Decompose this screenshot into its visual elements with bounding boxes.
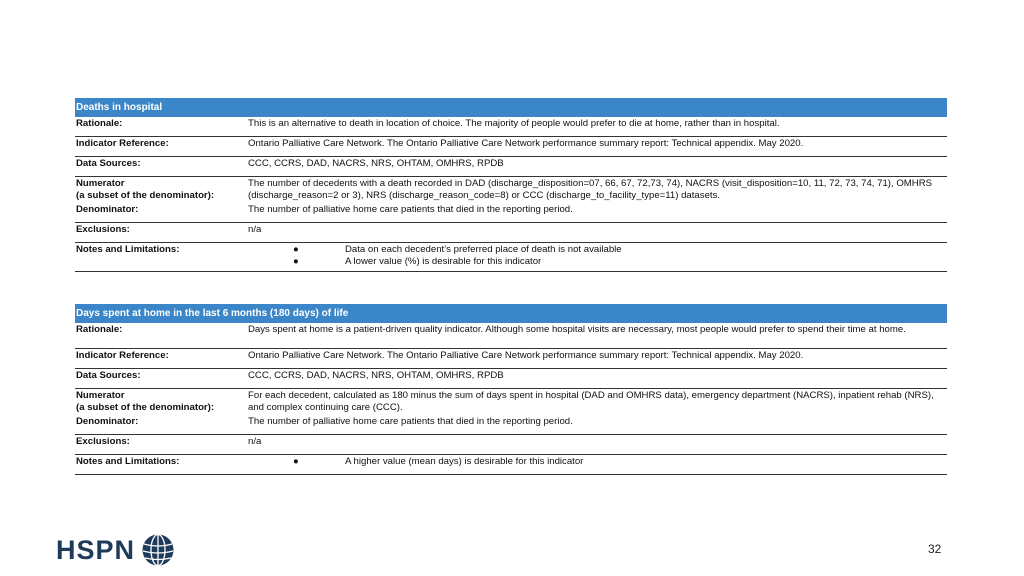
table-row-data-sources bbox=[75, 157, 947, 177]
row-label: Exclusions: bbox=[76, 436, 130, 447]
row-value: n/a bbox=[248, 224, 262, 235]
numerator-label: Numerator bbox=[76, 390, 125, 401]
bullet-text: A lower value (%) is desirable for this indicator bbox=[345, 255, 542, 267]
table-row-data-sources bbox=[75, 369, 947, 389]
table-row-notes bbox=[75, 455, 947, 475]
row-value: The number of palliative home care patients that died in the reporting period. bbox=[248, 204, 573, 215]
row-label: Denominator: bbox=[76, 416, 139, 427]
row-value: The number of decedents with a death recorded in DAD (discharge_disposition=07, 66, 67, 72,73, 74), NACRS (visit_disposition=10, 11, 72, 73, 74, 71), OMHRS (discharge_reason=2 or 3), NRS (discharge_reason_code=8) or CCC (discharge_to_facility_type=11) datasets. bbox=[248, 178, 933, 201]
row-value: For each decedent, calculated as 180 minus the sum of days spent in hospital (DAD and OMHRS data), emergency department (NACRS), inpatient rehab (NRS), and complex continuing care (CCC). bbox=[248, 390, 934, 413]
bullet-item bbox=[293, 256, 947, 268]
table-row-denominator bbox=[75, 415, 947, 435]
row-value: Days spent at home is a patient-driven quality indicator. Although some hospital visits are necessary, most people would prefer to spend their time at home. bbox=[248, 324, 906, 335]
table-row-indicator-reference bbox=[75, 137, 947, 157]
numerator-sublabel: (a subset of the denominator): bbox=[76, 189, 215, 201]
table-row-rationale bbox=[75, 117, 947, 137]
notes-bullets bbox=[248, 244, 947, 271]
row-label: Notes and Limitations: bbox=[76, 244, 180, 255]
bullet-text: Data on each decedent’s preferred place of death is not available bbox=[345, 244, 622, 255]
globe-icon bbox=[141, 533, 175, 567]
row-label bbox=[75, 390, 248, 415]
table-row-exclusions bbox=[75, 223, 947, 243]
indicator-table-deaths-in-hospital bbox=[75, 98, 947, 272]
notes-bullets bbox=[248, 456, 947, 474]
row-label: Denominator: bbox=[76, 204, 139, 215]
table-row-notes bbox=[75, 243, 947, 272]
row-value: CCC, CCRS, DAD, NACRS, NRS, OHTAM, OMHRS, RPDB bbox=[248, 370, 504, 381]
row-label: Indicator Reference: bbox=[76, 138, 169, 149]
table-row-indicator-reference bbox=[75, 349, 947, 369]
page-number: 32 bbox=[928, 542, 942, 556]
table-header: Deaths in hospital bbox=[75, 98, 947, 117]
row-value: This is an alternative to death in location of choice. The majority of people would prefer to die at home, rather than in hospital. bbox=[248, 118, 780, 129]
row-value: CCC, CCRS, DAD, NACRS, NRS, OHTAM, OMHRS, RPDB bbox=[248, 158, 504, 169]
bullet-icon: ● bbox=[293, 255, 299, 267]
row-label: Notes and Limitations: bbox=[76, 456, 180, 467]
row-label: Data Sources: bbox=[76, 158, 141, 169]
table-row-numerator bbox=[75, 177, 947, 203]
table-row-numerator bbox=[75, 389, 947, 415]
row-label: Data Sources: bbox=[76, 370, 141, 381]
table-row-denominator bbox=[75, 203, 947, 223]
bullet-icon: ● bbox=[293, 244, 299, 255]
numerator-sublabel: (a subset of the denominator): bbox=[76, 401, 215, 413]
bullet-text: A higher value (mean days) is desirable for this indicator bbox=[345, 456, 584, 467]
row-value: n/a bbox=[248, 436, 262, 447]
row-label: Rationale: bbox=[76, 324, 123, 335]
row-label: Indicator Reference: bbox=[76, 350, 169, 361]
table-header: Days spent at home in the last 6 months (180 days) of life bbox=[75, 304, 947, 323]
table-row-exclusions bbox=[75, 435, 947, 455]
row-value: Ontario Palliative Care Network. The Ontario Palliative Care Network performance summary report: Technical appendix. May 2020. bbox=[248, 350, 804, 361]
row-label: Exclusions: bbox=[76, 224, 130, 235]
row-value: Ontario Palliative Care Network. The Ontario Palliative Care Network performance summary report: Technical appendix. May 2020. bbox=[248, 138, 804, 149]
logo-text: HSPN bbox=[56, 534, 136, 565]
row-value: The number of palliative home care patients that died in the reporting period. bbox=[248, 416, 573, 427]
row-label bbox=[75, 178, 248, 203]
row-label: Rationale: bbox=[76, 118, 123, 129]
bullet-icon: ● bbox=[293, 456, 299, 467]
bullet-item bbox=[293, 244, 947, 256]
bullet-item bbox=[293, 456, 947, 468]
numerator-label: Numerator bbox=[76, 178, 125, 189]
table-row-rationale bbox=[75, 323, 947, 349]
hspn-logo bbox=[56, 532, 175, 568]
indicator-table-days-at-home bbox=[75, 304, 947, 475]
